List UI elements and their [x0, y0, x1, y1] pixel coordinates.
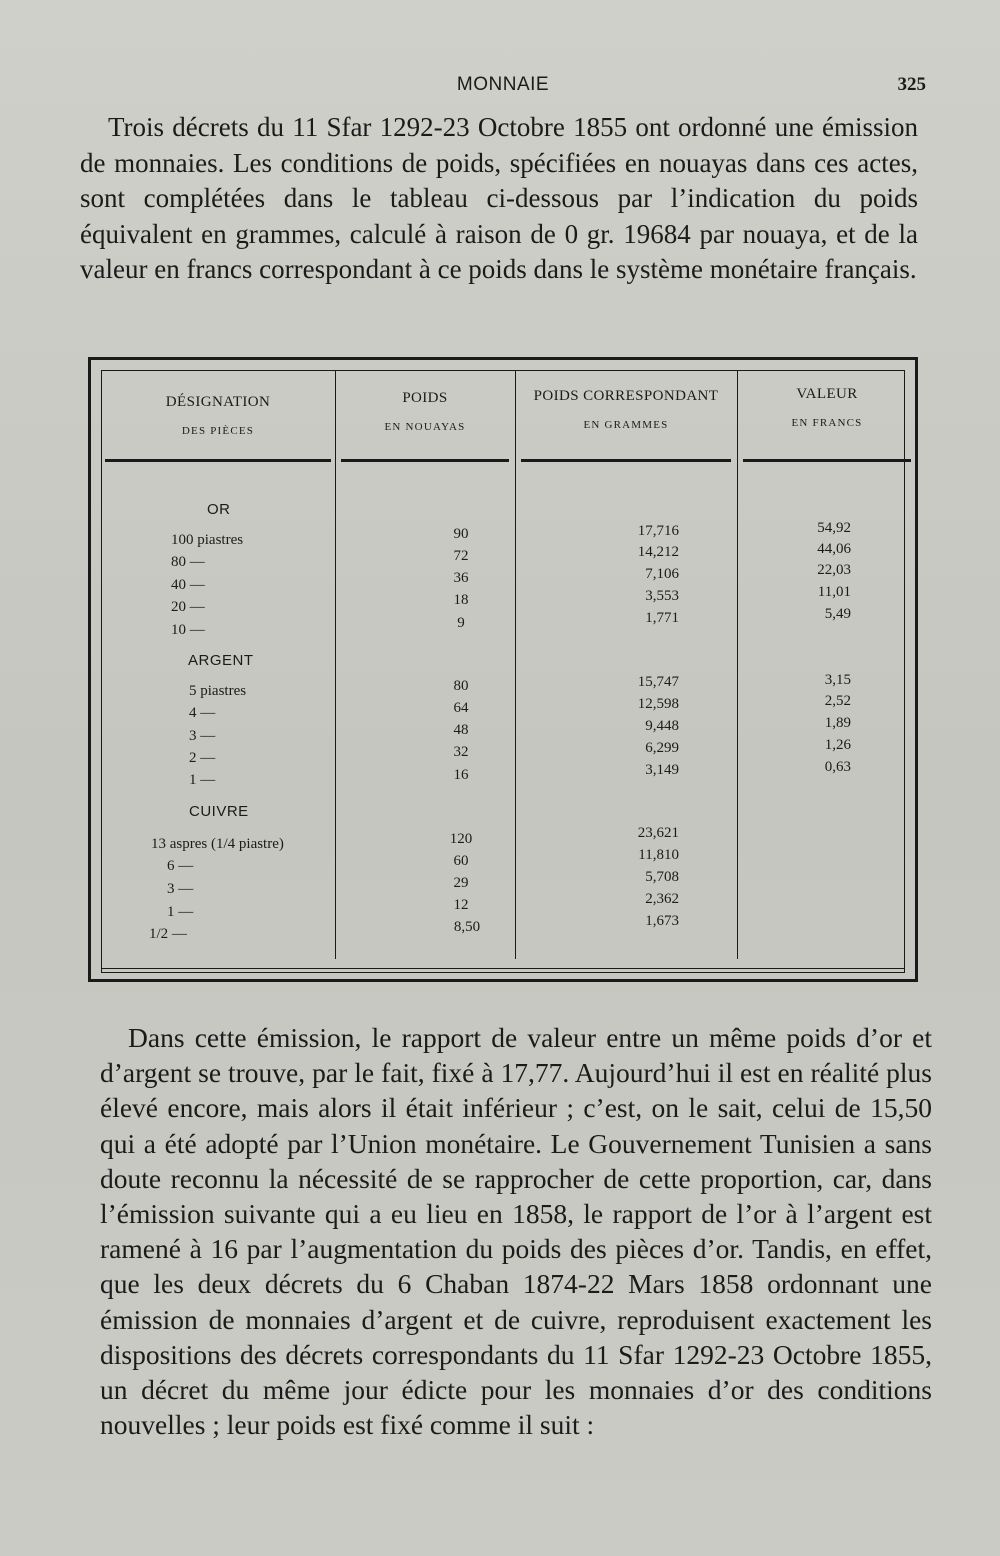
table-cell-nouayas: 90 — [453, 526, 469, 542]
header-rule — [521, 459, 731, 462]
column-header-poids-grammes — [521, 388, 731, 431]
table-cell-grammes: 12,598 — [637, 696, 679, 712]
group-label-cuivre: CUIVRE — [189, 803, 249, 820]
header-rule — [341, 459, 509, 462]
table-cell-francs: 11,01 — [817, 584, 851, 600]
table-cell-nouayas: 18 — [453, 592, 469, 608]
table-cell-francs: 3,15 — [824, 672, 851, 688]
table-cell-grammes: 3,553 — [645, 588, 679, 604]
column-title: DÉSIGNATION — [165, 394, 271, 410]
table-cell-grammes: 11,810 — [638, 847, 679, 863]
table-cell-nouayas: 12 — [453, 897, 469, 913]
table-cell-francs: 5,49 — [824, 606, 851, 622]
table-cell-nouayas: 60 — [453, 853, 469, 869]
column-header-poids-nouayas — [341, 390, 509, 433]
table-cell-grammes: 17,716 — [637, 523, 679, 539]
table-cell-nouayas: 36 — [453, 570, 469, 586]
table-cell-piece: 20 — — [171, 599, 205, 615]
table-cell-piece: 80 — — [171, 554, 205, 570]
table-cell-piece: 3 — — [189, 728, 216, 744]
header-rule — [743, 459, 911, 462]
table-cell-nouayas: 29 — [453, 875, 469, 891]
table-cell-piece: 13 aspres (1/4 piastre) — [151, 836, 284, 852]
page-number: 325 — [897, 74, 926, 95]
table-cell-piece: 1 — — [167, 904, 194, 920]
column-subtitle: EN NOUAYAS — [384, 421, 466, 433]
table-cell-nouayas: 8,50 — [453, 919, 481, 935]
table-cell-francs: 0,63 — [824, 759, 851, 775]
table-cell-piece: 40 — — [171, 577, 205, 593]
running-title: MONNAIE — [456, 74, 550, 95]
column-divider — [335, 370, 336, 959]
table-cell-piece: 10 — — [171, 622, 205, 638]
group-label-or: OR — [207, 501, 231, 518]
table-cell-francs: 1,89 — [824, 715, 851, 731]
table-cell-grammes: 5,708 — [645, 869, 679, 885]
table-cell-grammes: 1,771 — [645, 610, 679, 626]
table-cell-nouayas: 32 — [453, 744, 469, 760]
table-cell-grammes: 1,673 — [645, 913, 679, 929]
table-cell-grammes: 14,212 — [637, 544, 679, 560]
column-header-valeur-francs — [743, 386, 911, 429]
table-cell-piece: 3 — — [167, 881, 194, 897]
table-cell-francs: 1,26 — [824, 737, 851, 753]
table-cell-piece: 6 — — [167, 858, 194, 874]
column-subtitle: DES PIÈCES — [181, 425, 255, 437]
running-head — [80, 74, 926, 100]
header-rule — [105, 459, 331, 462]
table-cell-grammes: 2,362 — [645, 891, 679, 907]
table-cell-piece: 4 — — [189, 705, 216, 721]
table-cell-piece: 1/2 — — [149, 926, 187, 942]
column-title: POIDS — [402, 390, 448, 406]
table-cell-grammes: 6,299 — [645, 740, 679, 756]
table-cell-nouayas: 48 — [453, 722, 469, 738]
column-subtitle: EN GRAMMES — [583, 419, 669, 431]
column-header-designation — [105, 394, 331, 437]
table-cell-nouayas: 9 — [457, 615, 465, 631]
table-cell-grammes: 23,621 — [637, 825, 679, 841]
table-cell-francs: 54,92 — [817, 520, 851, 536]
column-subtitle: EN FRANCS — [791, 417, 863, 429]
table-cell-nouayas: 16 — [453, 767, 469, 783]
table-cell-nouayas: 72 — [453, 548, 469, 564]
group-label-argent: ARGENT — [188, 652, 254, 669]
coin-table — [88, 357, 918, 982]
table-cell-francs: 44,06 — [817, 541, 851, 557]
column-title: VALEUR — [796, 386, 858, 402]
column-title: POIDS CORRESPONDANT — [533, 388, 719, 404]
column-divider — [737, 370, 738, 959]
table-cell-nouayas: 64 — [453, 700, 469, 716]
intro-paragraph: Trois décrets du 11 Sfar 1292-23 Octobre 1855 ont ordonné une émission de monnaies. Les conditions de poids, spécifiées en nouayas dans ces actes, sont complétées dans le tableau ci-dessous par l’indication du poids équivalent en grammes, calculé à raison de 0 gr. 19684 par nouaya, et de la valeur en francs correspondant à ce poids dans le système monétaire français. — [80, 112, 918, 284]
table-cell-nouayas: 80 — [453, 678, 469, 694]
table-cell-grammes: 3,149 — [645, 762, 679, 778]
table-cell-francs: 2,52 — [824, 693, 851, 709]
table-cell-piece: 100 piastres — [171, 532, 244, 548]
table-cell-francs: 22,03 — [817, 562, 851, 578]
table-cell-piece: 1 — — [189, 772, 216, 788]
table-cell-nouayas: 120 — [449, 831, 473, 847]
body-paragraph: Dans cette émission, le rapport de valeur entre un même poids d’or et d’argent se trouve, par le fait, fixé à 17,77. Aujourd’hui il est en réalité plus élevé encore, mais alors il était inférieur ; c’est, on le sait, celui de 15,50 qui a été adopté par l’Union monétaire. Le Gouvernement Tunisien a sans doute reconnu la nécessité de se rapprocher de cette proportion, car, dans l’émission suivante qui a eu lieu en 1858, le rapport de l’or à l’argent est ramené à 16 par l’augmentation du poids des pièces d’or. Tandis, en effet, que les deux décrets du 6 Chaban 1874-22 Mars 1858 ordonnant une émission de monnaies d’argent et de cuivre, reproduisent exactement les dispositions des décrets correspondants du 11 Sfar 1292-23 Octobre 1855, un décret du même jour édicte pour les monnaies d’or des conditions nouvelles ; leur poids est fixé comme il suit : — [100, 1022, 932, 1441]
table-cell-grammes: 15,747 — [637, 674, 679, 690]
column-divider — [515, 370, 516, 959]
table-cell-piece: 2 — — [189, 750, 216, 766]
table-cell-piece: 5 piastres — [189, 683, 247, 699]
table-cell-grammes: 7,106 — [645, 566, 679, 582]
table-bottom-rule — [101, 968, 905, 969]
table-cell-grammes: 9,448 — [645, 718, 679, 734]
